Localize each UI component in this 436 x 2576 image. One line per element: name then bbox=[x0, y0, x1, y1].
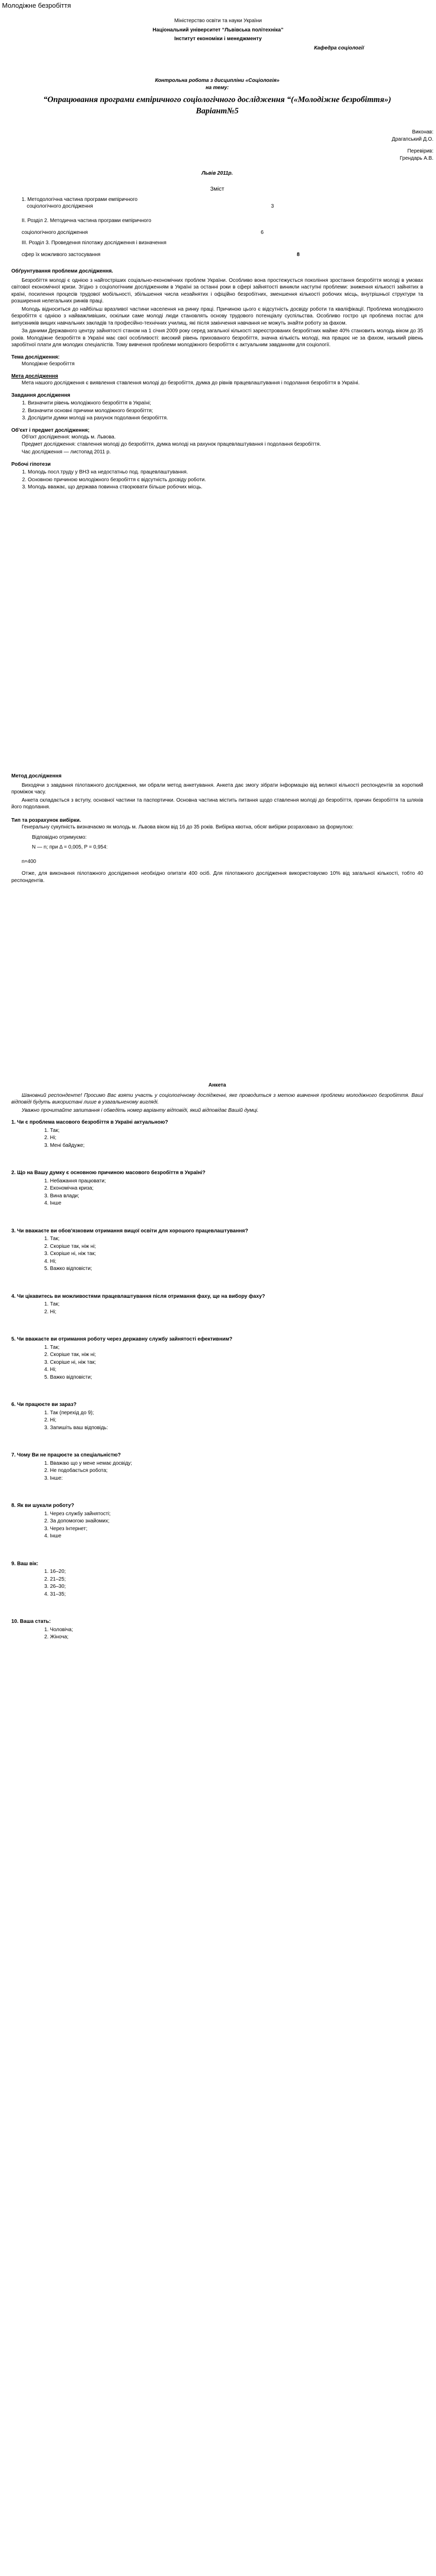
answer-option[interactable]: 2. 21–25; bbox=[44, 1576, 66, 1582]
question-block bbox=[11, 1452, 423, 1482]
answer-option[interactable]: 3. 26–30; bbox=[44, 1584, 66, 1589]
answer-option[interactable]: 2. Ні; bbox=[44, 1417, 57, 1423]
performed-by-name: Драгапський Д.О. bbox=[392, 136, 433, 142]
ministry-header bbox=[0, 15, 436, 54]
answer-option[interactable]: 5. Важко відповісти; bbox=[44, 1374, 92, 1380]
answer-option[interactable]: 2. Жіноча; bbox=[44, 1634, 68, 1640]
toc-item-1: 1. Методологічна частина програми емпіричного bbox=[22, 196, 138, 202]
list-item: 1. Визначити рівень молодіжного безробіття в Україні; bbox=[28, 400, 423, 407]
goal-text: Мета нашого дослідження є виявлення ставлення молоді до безробіття, думка до рівнів працевлаштування і подолання безробіття в Україні. bbox=[22, 380, 360, 386]
answer-option[interactable]: 1. Так; bbox=[44, 1236, 60, 1242]
problem-paragraph-2: Молодь відноситься до найбільш вразливої частини населення на ринку праці. Причиною цього є відсутність досвіду роботи та кваліфікації. Проблема молодіжного безробіття є однією з найважливіших, оскільки саме молоді люди становлять основу трудового потенціалу суспільства. Особливо гостро ця проблема постає для випускників вищих навчальних закладів та професійно-технічних училищ, які після закінчення навчання не можуть знайти роботу за фахом. bbox=[11, 306, 423, 326]
title-line3: “Опрацювання програми емпіричного соціологічного дослідження “(«Молодіжне безробіття») bbox=[43, 95, 391, 104]
question-block bbox=[11, 1618, 423, 1641]
question-block bbox=[11, 1119, 423, 1149]
question-block bbox=[11, 1170, 423, 1207]
answer-options bbox=[44, 1301, 423, 1315]
toc-item-3: III. Розділ 3. Проведення пілотажу дослідження і визначення bbox=[22, 240, 167, 246]
answer-option[interactable]: 3. Вина влади; bbox=[44, 1193, 79, 1199]
list-item: 1. Молодь посл.труду у ВНЗ на недостатньо под. працевлаштування. bbox=[28, 469, 423, 476]
answer-option[interactable]: 4. Інше bbox=[44, 1533, 62, 1539]
answer-option[interactable]: 2. Не подобається робота; bbox=[44, 1468, 108, 1473]
signature-block bbox=[11, 129, 433, 162]
toc-page-3: 8 bbox=[297, 252, 300, 258]
toc-item-2b: соціологічного дослідження bbox=[22, 230, 88, 236]
university-name: Національний університет “Львівська політехніка” bbox=[152, 27, 284, 33]
title-line1: Контрольна робота з дисципліни «Соціологія» bbox=[155, 78, 280, 83]
toc-heading: Зміст bbox=[210, 186, 224, 192]
answer-options bbox=[44, 1344, 423, 1381]
answer-option[interactable]: 1. Вважаю що у мене немає досвіду; bbox=[44, 1460, 132, 1466]
question-text: 3. Чи вважаєте ви обов'язковим отримання вищої освіти для хорошого працевлаштування? bbox=[11, 1228, 249, 1234]
question-text: 9. Ваш вік: bbox=[11, 1561, 39, 1567]
formula-label: Відповідно отримуємо: bbox=[32, 834, 87, 840]
list-item: 3. Молодь вважає, що держава повинна створювати більше робочих місць. bbox=[28, 484, 423, 491]
checked-by-name: Грендарь А.В. bbox=[399, 155, 433, 161]
question-block bbox=[11, 1228, 423, 1273]
answer-options bbox=[44, 1511, 423, 1540]
answer-option[interactable]: 2. Скоріше так, ніж ні; bbox=[44, 1243, 96, 1249]
answer-option[interactable]: 5. Важко відповісти; bbox=[44, 1266, 92, 1272]
answer-option[interactable]: 1. Через службу зайнятості; bbox=[44, 1511, 111, 1517]
answer-options bbox=[44, 1410, 423, 1432]
answer-option[interactable]: 3. Інше: bbox=[44, 1475, 63, 1481]
topic-heading: Тема дослідження: bbox=[11, 354, 60, 360]
question-block bbox=[11, 1336, 423, 1381]
title-line2: на тему: bbox=[205, 84, 229, 91]
object-text: Об'єкт дослідження: молодь м. Львова. bbox=[22, 434, 116, 440]
sample-size: n=400 bbox=[22, 858, 37, 865]
tasks-heading: Завдання дослідження bbox=[11, 392, 71, 398]
section-questionnaire bbox=[11, 1082, 423, 1662]
question-block bbox=[11, 1502, 423, 1540]
method-heading: Метод дослідження bbox=[11, 773, 62, 779]
tasks-list bbox=[11, 400, 423, 422]
answer-option[interactable]: 1. Чоловіча; bbox=[44, 1626, 73, 1633]
answer-option[interactable]: 2. Ні; bbox=[44, 1135, 57, 1141]
toc-item-1b: соціологічного дослідження bbox=[27, 204, 93, 210]
question-block bbox=[11, 1401, 423, 1431]
toc-item-3b: сфер їх можливого застосування bbox=[22, 252, 101, 258]
section-problem bbox=[11, 268, 423, 492]
institute-name: Інститут економіки і менеджменту bbox=[174, 36, 262, 42]
question-text: 2. Що на Вашу думку є основною причиною масового безробіття в Україні? bbox=[11, 1170, 206, 1176]
questionnaire-instruction: Уважно прочитайте запитання і обведіть номер варіанту відповіді, який відповідає Вашій думці. bbox=[22, 1107, 259, 1113]
question-text: 8. Як ви шукали роботу? bbox=[11, 1503, 74, 1509]
performed-by-label: Виконав: bbox=[412, 129, 433, 135]
answer-option[interactable]: 2. Скоріше так, ніж ні; bbox=[44, 1352, 96, 1358]
answer-option[interactable]: 2. Ні; bbox=[44, 1309, 57, 1315]
questions-list bbox=[11, 1119, 423, 1641]
checked-by-label: Перевірив: bbox=[407, 148, 433, 154]
answer-option[interactable]: 2. Економічна криза; bbox=[44, 1185, 94, 1191]
question-text: 7. Чому Ви не працюєте за спеціальністю? bbox=[11, 1452, 121, 1458]
question-text: 5. Чи вважаєте ви отримання роботу через державну службу зайнятості ефективним? bbox=[11, 1336, 233, 1342]
answer-option[interactable]: 1. Так; bbox=[44, 1301, 60, 1307]
topic-text: Молодіжне безробіття bbox=[22, 361, 75, 367]
question-block bbox=[11, 1293, 423, 1316]
answer-option[interactable]: 4. Ні; bbox=[44, 1258, 57, 1264]
answer-options bbox=[44, 1568, 423, 1598]
answer-option[interactable]: 4. Ні; bbox=[44, 1367, 57, 1372]
answer-option[interactable]: 3. Через Інтернет; bbox=[44, 1526, 88, 1532]
sample-time: Час дослідження — листопад 2011 р. bbox=[22, 449, 111, 455]
answer-option[interactable]: 3. Мені байдуже; bbox=[44, 1142, 85, 1148]
department-name: Кафедра соціології bbox=[314, 45, 364, 51]
answer-options bbox=[44, 1127, 423, 1149]
answer-option[interactable]: 1. Так; bbox=[44, 1344, 60, 1350]
toc-page-1: 3 bbox=[271, 204, 274, 210]
object-heading: Об'єкт і предмет дослідження; bbox=[11, 427, 90, 433]
formula: N — n; при Δ = 0,005, P = 0,954: bbox=[32, 844, 108, 850]
method-paragraph-1: Виходячи з завдання пілотажного дослідження, ми обрали метод анкетування. Анкета дає змогу зібрати інформацію від великої кількості респондентів за короткий проміжок часу. bbox=[11, 782, 423, 795]
answer-option[interactable]: 4. Інше bbox=[44, 1200, 62, 1206]
section-method bbox=[11, 773, 423, 885]
question-text: 6. Чи працюєте ви зараз? bbox=[11, 1402, 77, 1408]
toc-item-2: II. Розділ 2. Методична частина програми емпіричного bbox=[22, 217, 151, 224]
question-text: 1. Чи є проблема масового безробіття в Україні актуальною? bbox=[11, 1120, 168, 1125]
answer-option[interactable]: 1. 16–20; bbox=[44, 1569, 66, 1574]
hypotheses-heading: Робочі гіпотези bbox=[11, 461, 51, 467]
ministry-name: Міністерство освіти та науки України bbox=[174, 18, 262, 24]
problem-paragraph-1: Безробіття молоді є однією з найгостріших соціально-економічних проблем України. Особливо вона простежується покоління зростання безробіття молоді в умовах світової економічної кризи. Згідно з соціологічним дослідженням в Україні за останні роки в сфері зайнятості виникли наступні проблеми: зниження кількості зайнятих в країні, посилення процесів трудової мобільності, збільшення числа незайнятих і офіційно безробітних, зменшення кількості робочих місць, внутрішньої структури та розширення нелегальних ринків праці. bbox=[11, 277, 423, 304]
answer-options bbox=[44, 1626, 423, 1641]
method-paragraph-2: Анкета складається з вступу, основної частини та паспортички. Основна частина містить питання щодо ставлення молоді до безробіття, причин безробіття та шляхів його подолання. bbox=[11, 797, 423, 810]
goal-heading: Мета дослідження bbox=[11, 373, 58, 379]
answer-option[interactable]: 2. За допомогою знайомих; bbox=[44, 1518, 110, 1524]
answer-option[interactable]: 1. Так; bbox=[44, 1127, 60, 1133]
questionnaire-heading: Анкета bbox=[208, 1082, 226, 1088]
question-block bbox=[11, 1561, 423, 1598]
list-item: 3. Дослідити думки молоді на рахунок подолання безробіття. bbox=[28, 415, 423, 422]
hypotheses-list bbox=[11, 469, 423, 491]
answer-options bbox=[44, 1235, 423, 1273]
list-item: 2. Визначити основні причини молодіжного безробіття; bbox=[28, 408, 423, 415]
answer-options bbox=[44, 1178, 423, 1207]
variant-label: Варіант№5 bbox=[196, 106, 239, 115]
problem-heading: Обґрунтування проблеми дослідження. bbox=[11, 268, 113, 274]
answer-option[interactable]: 1. Так (перехід до 9); bbox=[44, 1410, 94, 1416]
city-year: Львів 2011р. bbox=[201, 171, 233, 176]
pilot-note: Отже, для виконання ​​пілотажного дослідження необхідно опитати 400 осіб. Для пілотажного дослідження використовуємо 10% від загальної кількості, тобто 40 респондентів. bbox=[11, 871, 423, 884]
answer-option[interactable]: 3. Скоріше ні, ніж так; bbox=[44, 1251, 96, 1257]
sampling-heading: Тип та розрахунок вибірки. bbox=[11, 817, 81, 823]
title-block bbox=[11, 77, 423, 116]
question-text: 10. Ваша стать: bbox=[11, 1619, 51, 1624]
answer-option[interactable]: 4. 31–35; bbox=[44, 1591, 66, 1597]
toc-page-2: 6 bbox=[260, 230, 264, 236]
sampling-text: Генеральну сукупність визначаємо як молодь м. Львова віком від 16 до 35 років. Вибірка квотна, обсяг вибірки розраховано за формулою: bbox=[22, 824, 354, 830]
document-title: Молодіжне безробіття bbox=[2, 2, 71, 9]
answer-options bbox=[44, 1460, 423, 1482]
answer-option[interactable]: 3. Скоріше ні, ніж так; bbox=[44, 1359, 96, 1365]
questionnaire-intro: Шановний респонденте! Просимо Вас взяти участь у соціологічному дослідженні, яке проводиться з метою вивчення проблеми молодіжного безробіття. Ваші відповіді будуть використані лише в узагальненому вигляді. bbox=[11, 1092, 423, 1105]
question-text: 4. Чи цікавитесь ви можливостями працевлаштування після отримання фаху, ще на вибору фаху? bbox=[11, 1293, 265, 1299]
answer-option[interactable]: 1. Небажання працювати; bbox=[44, 1178, 106, 1184]
problem-paragraph-3: За даними Державного центру зайнятості станом на 1 січня 2009 року серед загальної кількості зареєстрованих безробітних майже 40% становить молодь віком до 35 років. Молодіжне безробіття в Україні має свої особливості: високий рівень прихованого безробіття, значна кількість молоді, яка працює не за фахом, низький рівень заробітної плати для молодих спеціалістів. Тому вивчення проблеми молодіжного безробіття є актуальним завданням для соціології. bbox=[11, 328, 423, 348]
answer-option[interactable]: 3. Запишіть ваш відповідь: bbox=[44, 1425, 108, 1431]
list-item: 2. Основною причиною молодіжного безробіття є відсутність досвіду роботи. bbox=[28, 477, 423, 484]
table-of-contents bbox=[11, 185, 423, 259]
subject-text: Предмет дослідження: ставлення молоді до безробіття, думка молоді на рахунок працевлаштування і подолання безробіття. bbox=[22, 441, 321, 447]
